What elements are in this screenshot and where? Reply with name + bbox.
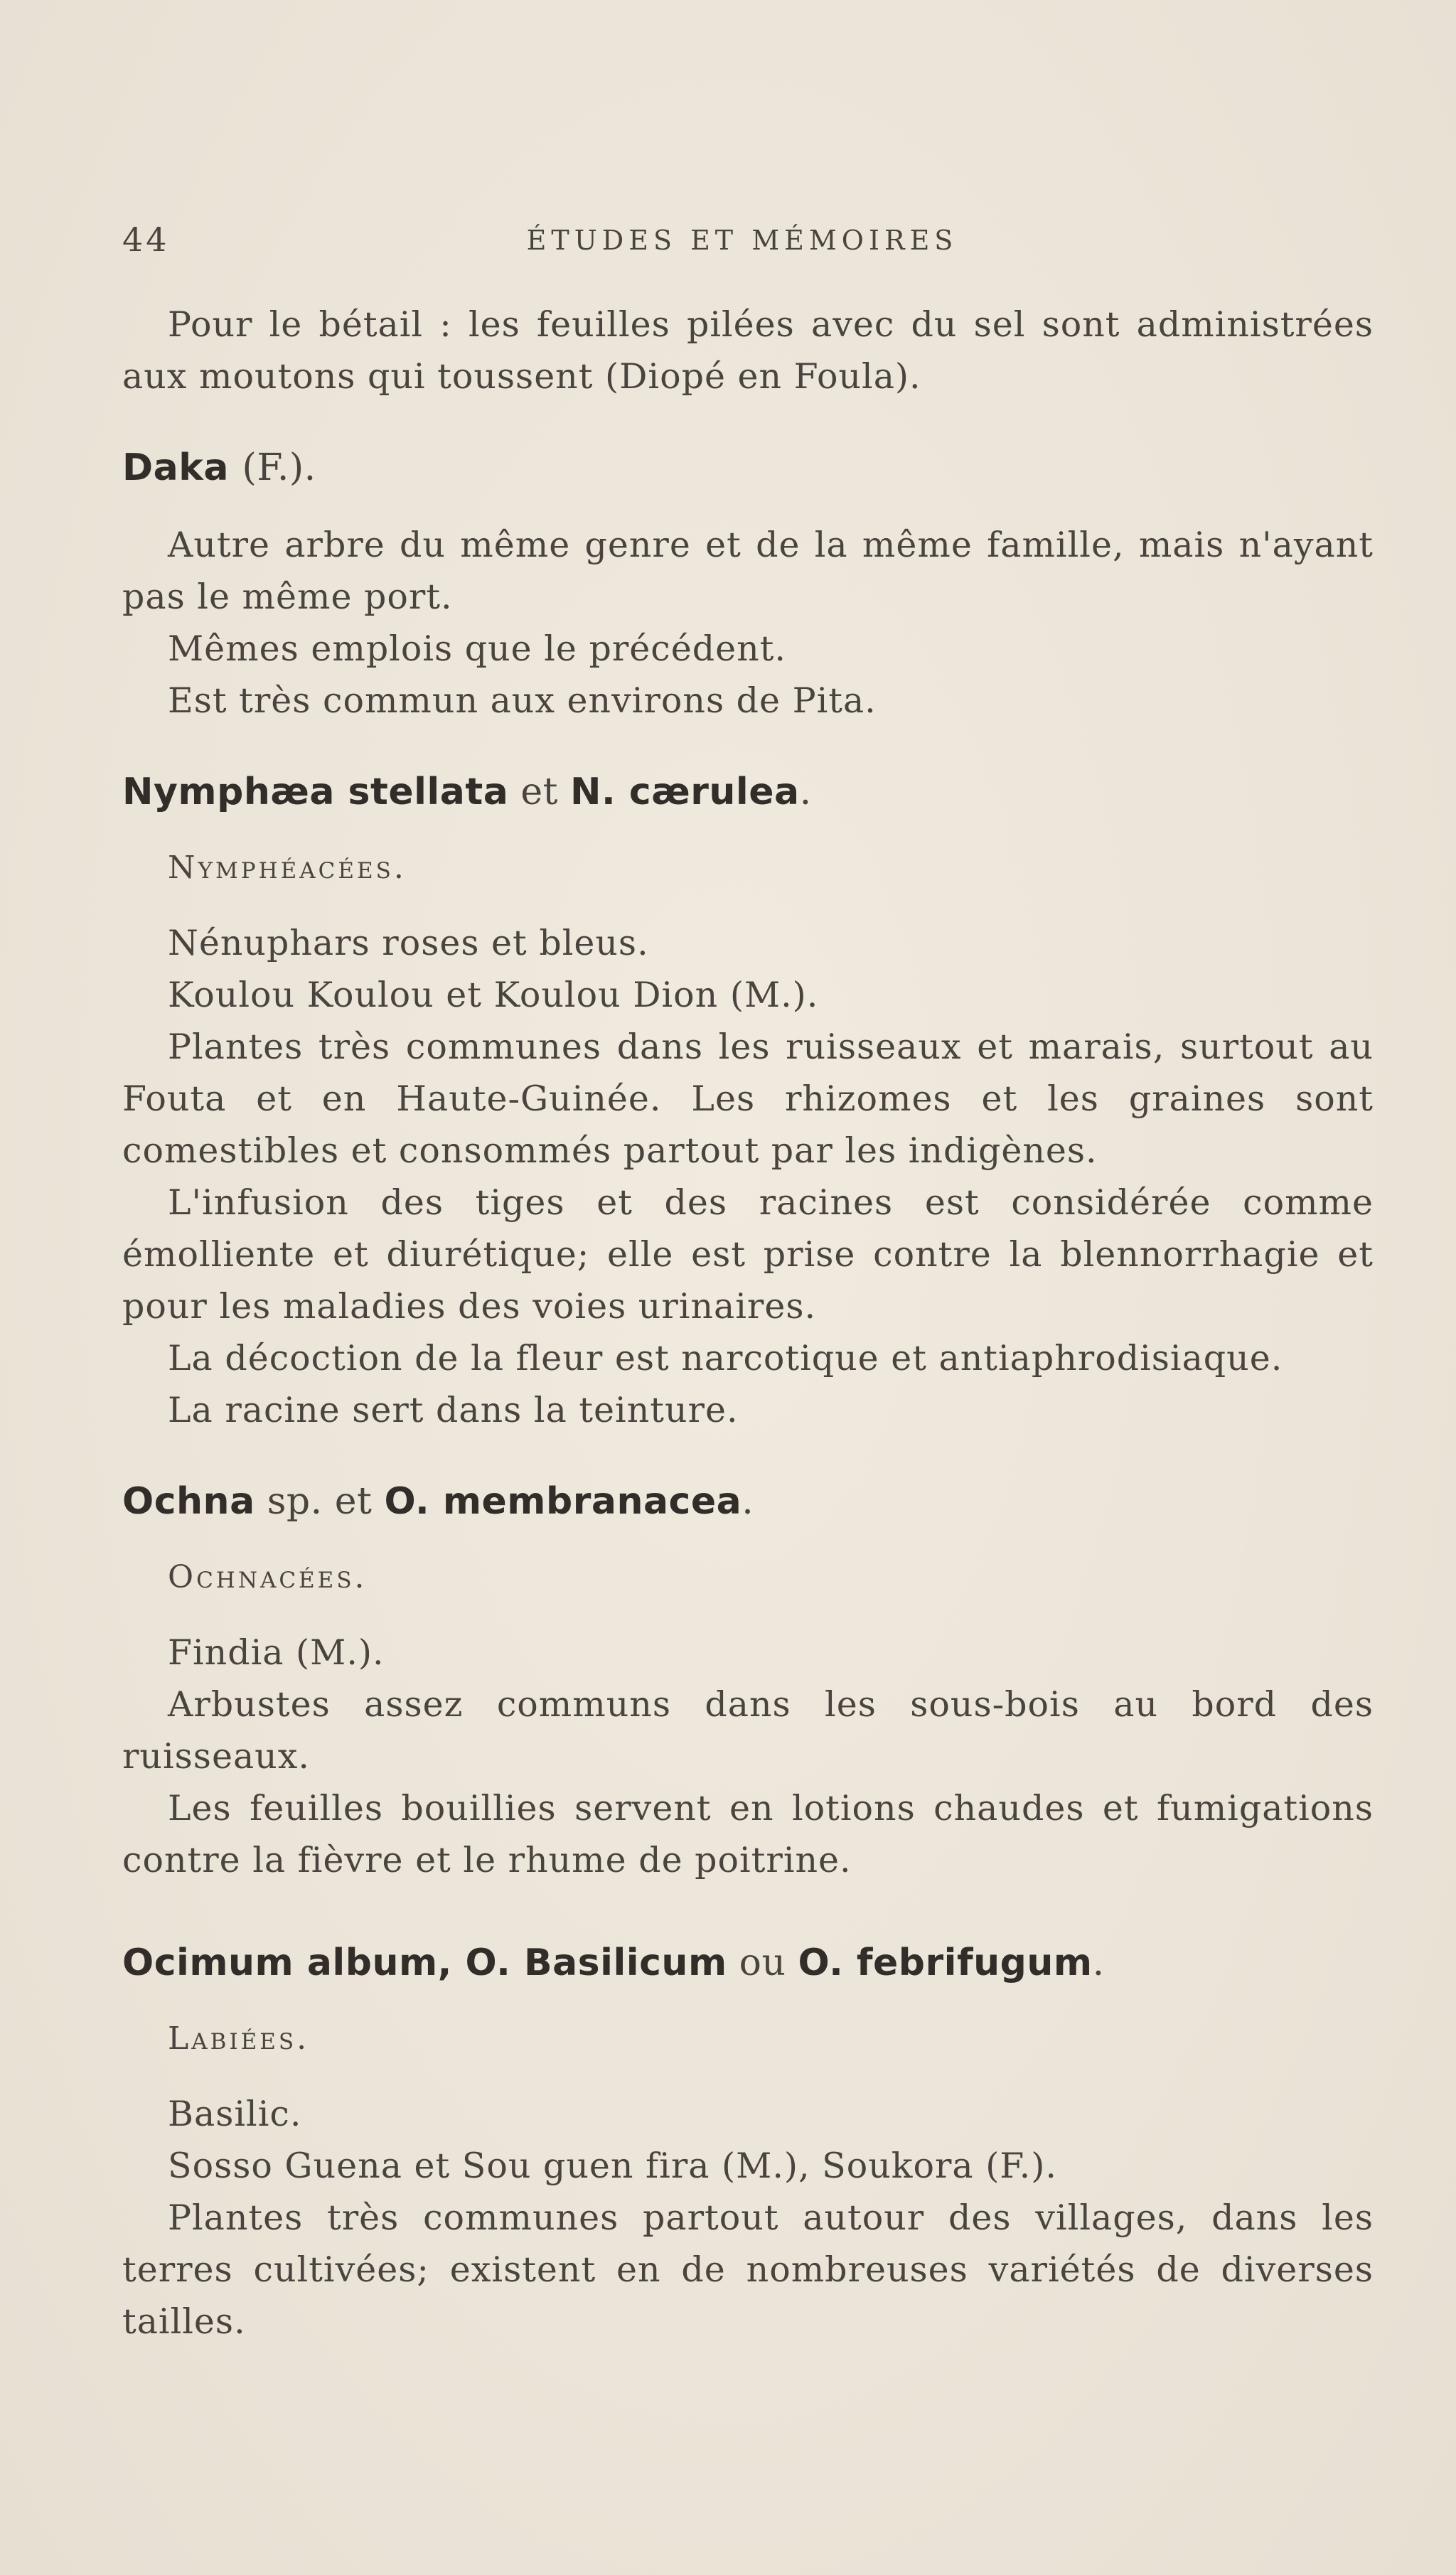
entry-name: Ochna	[122, 1480, 255, 1523]
running-head: ÉTUDES ET MÉMOIRES	[526, 225, 958, 256]
entry-name: Nymphæa stellata	[122, 771, 509, 813]
entry-conj: sp. et	[255, 1480, 385, 1523]
page-number: 44	[122, 220, 170, 259]
family-name: Labiées.	[168, 2020, 310, 2057]
ocimum-paragraph-2: Sosso Guena et Sou guen fira (M.), Soukora (F.).	[168, 2146, 1057, 2186]
entry-name: Daka	[122, 446, 229, 489]
family-name: Nymphéacées.	[168, 850, 407, 886]
nymphaea-paragraph-2: Koulou Koulou et Koulou Dion (M.).	[168, 975, 819, 1015]
page-header	[122, 220, 1362, 263]
entry-end: .	[742, 1480, 754, 1523]
nymphaea-paragraph-4: L'infusion des tiges et des racines est considérée comme émolliente et diurétique; elle est prise contre la blennorrhagie et pour les maladies des voies urinaires.	[122, 1182, 1374, 1327]
entry-conj: ou	[727, 1942, 798, 1984]
entry-title-daka	[122, 441, 1374, 495]
daka-paragraph-1: Autre arbre du même genre et de la même famille, mais n'ayant pas le même port.	[122, 525, 1374, 617]
intro-paragraph: Pour le bétail : les feuilles pilées avec du sel sont administrées aux moutons qui toussent (Diopé en Foula).	[122, 304, 1374, 397]
ochna-paragraph-3: Les feuilles bouillies servent en lotions chaudes et fumigations contre la fièvre et le rhume de poitrine.	[122, 1788, 1374, 1880]
nymphaea-paragraph-3: Plantes très communes dans les ruisseaux et marais, surtout au Fouta et en Haute-Guinée. Les rhizomes et les graines sont comestibles et consommés partout par les indigènes.	[122, 1027, 1374, 1171]
entry-name-2: N. cærulea	[570, 771, 800, 813]
ocimum-paragraph-3: Plantes très communes partout autour des villages, dans les terres cultivées; existent en de nombreuses variétés de diverses tailles.	[122, 2197, 1374, 2342]
entry-end: .	[1092, 1942, 1105, 1984]
entry-name-2: O. membranacea	[384, 1480, 742, 1523]
ochna-paragraph-2: Arbustes assez communs dans les sous-bois au bord des ruisseaux.	[122, 1684, 1374, 1777]
nymphaea-paragraph-5: La décoction de la fleur est narcotique et antiaphrodisiaque.	[168, 1338, 1283, 1378]
entry-conj: et	[508, 771, 571, 813]
ocimum-paragraph-1: Basilic.	[168, 2094, 302, 2134]
entry-title-ocimum	[122, 1936, 1374, 1990]
entry-title-nymphaea	[122, 765, 1374, 819]
nymphaea-paragraph-6: La racine sert dans la teinture.	[168, 1390, 739, 1430]
entry-name-2: O. febrifugum	[798, 1942, 1093, 1984]
daka-paragraph-3: Est très commun aux environs de Pita.	[168, 680, 877, 721]
entry-title-ochna	[122, 1474, 1374, 1529]
entry-name: Ocimum album, O. Basilicum	[122, 1942, 727, 1984]
daka-paragraph-2: Mêmes emplois que le précédent.	[168, 628, 786, 669]
nymphaea-paragraph-1: Nénuphars roses et bleus.	[168, 923, 649, 963]
entry-end: .	[799, 771, 812, 813]
ochna-paragraph-1: Findia (M.).	[168, 1632, 385, 1673]
entry-suffix: (F.).	[242, 446, 316, 489]
page-content	[122, 299, 1374, 2348]
family-name: Ochnacées.	[168, 1559, 368, 1595]
